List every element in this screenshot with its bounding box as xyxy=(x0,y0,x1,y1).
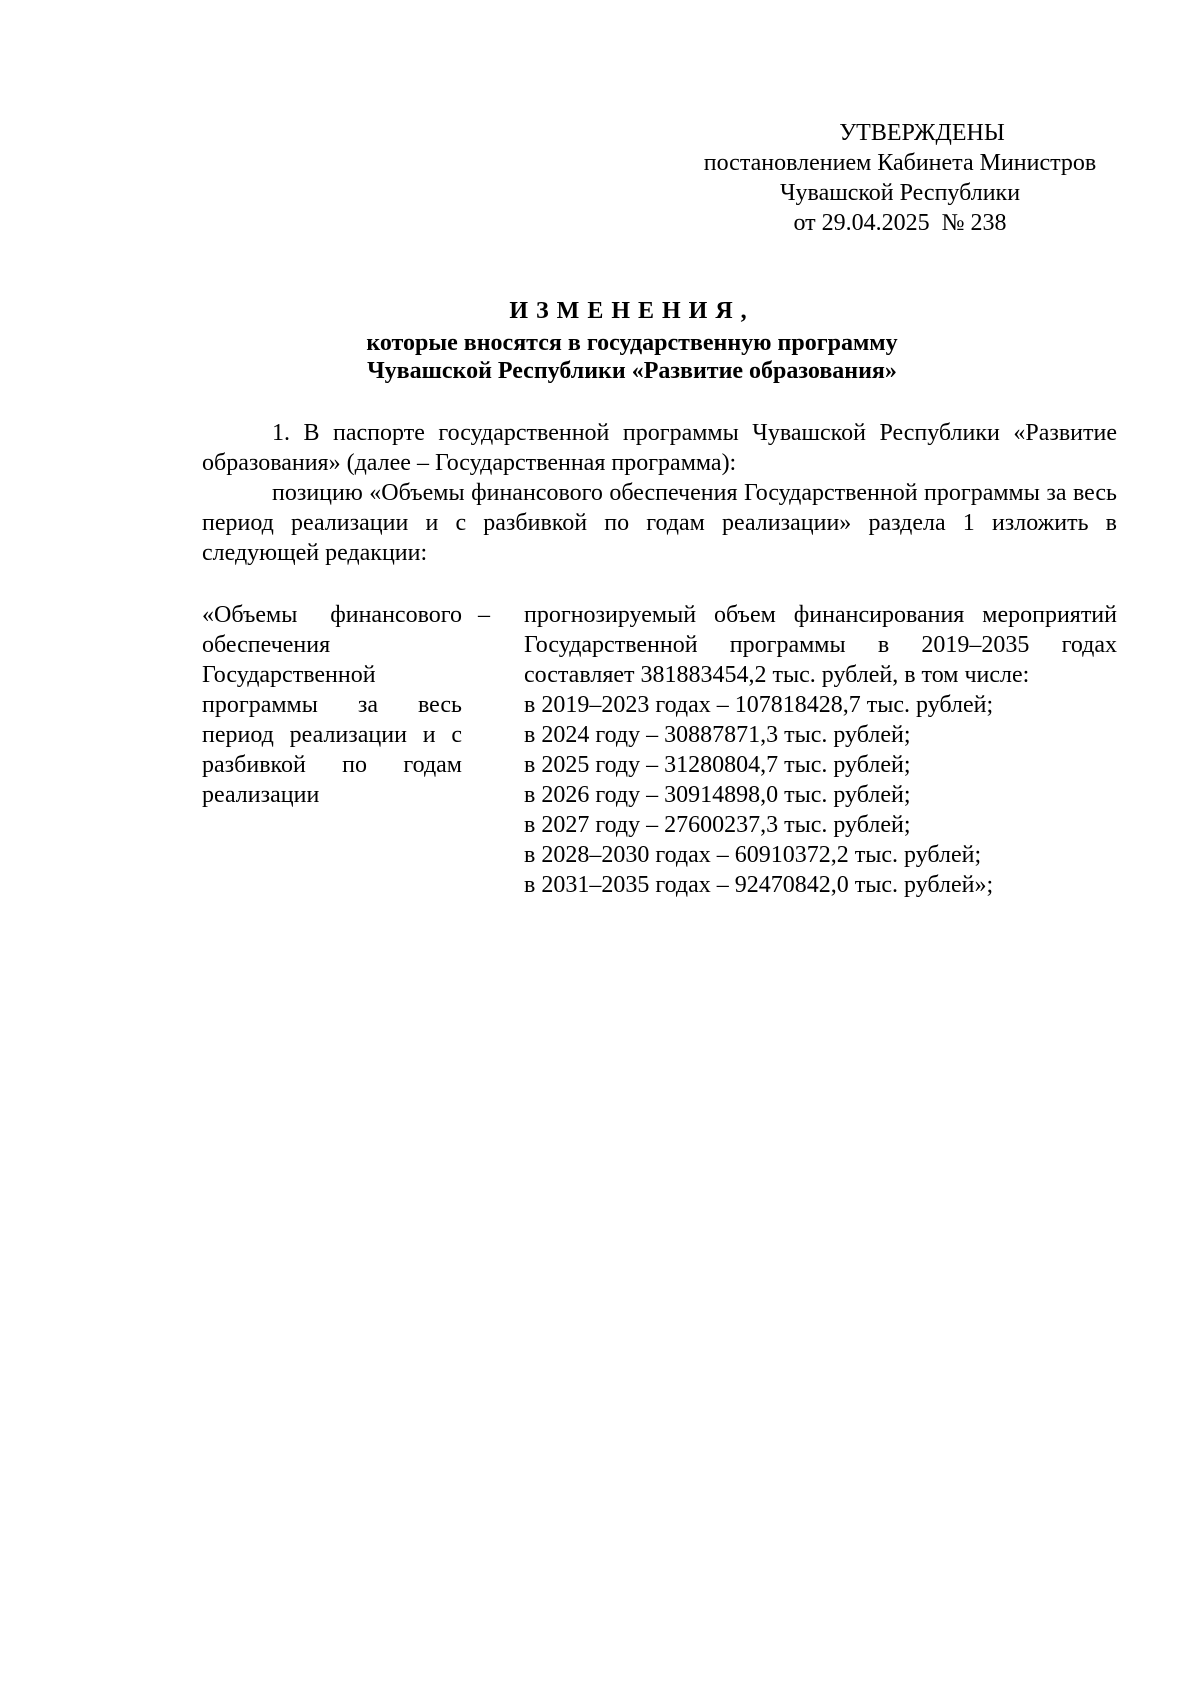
title-heading: ИЗМЕНЕНИЯ, xyxy=(509,298,755,324)
funding-item: в 2025 году – 31280804,7 тыс. рублей; xyxy=(524,752,911,778)
approval-date-line xyxy=(680,208,1120,238)
title-line-2: которые вносятся в государственную программу xyxy=(366,330,898,356)
document-title xyxy=(202,297,1062,385)
passport-value xyxy=(524,600,1117,900)
funding-item: в 2019–2023 годах – 107818428,7 тыс. рублей; xyxy=(524,692,994,718)
paragraph-2: позицию «Объемы финансового обеспечения Государственной программы за весь период реализации и с разбивкой по годам реализации» раздела 1 изложить в следующей редакции: xyxy=(202,480,1117,566)
approval-republic: Чувашской Республики xyxy=(779,180,1021,206)
approval-date: от 29.04.2025 xyxy=(793,210,930,236)
paragraph-1: 1. В паспорте государственной программы Чувашской Республики «Развитие образования» (далее – Государственная программа): xyxy=(202,420,1117,476)
approval-number: № 238 xyxy=(941,210,1007,236)
approval-title: УТВЕРЖДЕНЫ xyxy=(839,120,1005,146)
document-body xyxy=(202,418,1117,568)
approval-authority: постановлением Кабинета Министров xyxy=(703,150,1097,176)
passport-dash: – xyxy=(478,602,490,628)
funding-item: в 2028–2030 годах – 60910372,2 тыс. рублей; xyxy=(524,842,982,868)
funding-item: в 2027 году – 27600237,3 тыс. рублей; xyxy=(524,812,911,838)
passport-intro: прогнозируемый объем финансирования мероприятий Государственной программы в 2019–2035 годах составляет 381883454,2 тыс. рублей, в том числе: xyxy=(524,602,1117,688)
funding-item: в 2024 году – 30887871,3 тыс. рублей; xyxy=(524,722,911,748)
passport-label: «Объемы финансового обеспечения Государственной программы за весь период реализации и с разбивкой по годам реализации xyxy=(202,602,462,808)
funding-item: в 2026 году – 30914898,0 тыс. рублей; xyxy=(524,782,911,808)
funding-item: в 2031–2035 годах – 92470842,0 тыс. рублей»; xyxy=(524,872,994,898)
title-line-3: Чувашской Республики «Развитие образования» xyxy=(367,358,897,384)
approval-stamp xyxy=(680,118,1120,238)
